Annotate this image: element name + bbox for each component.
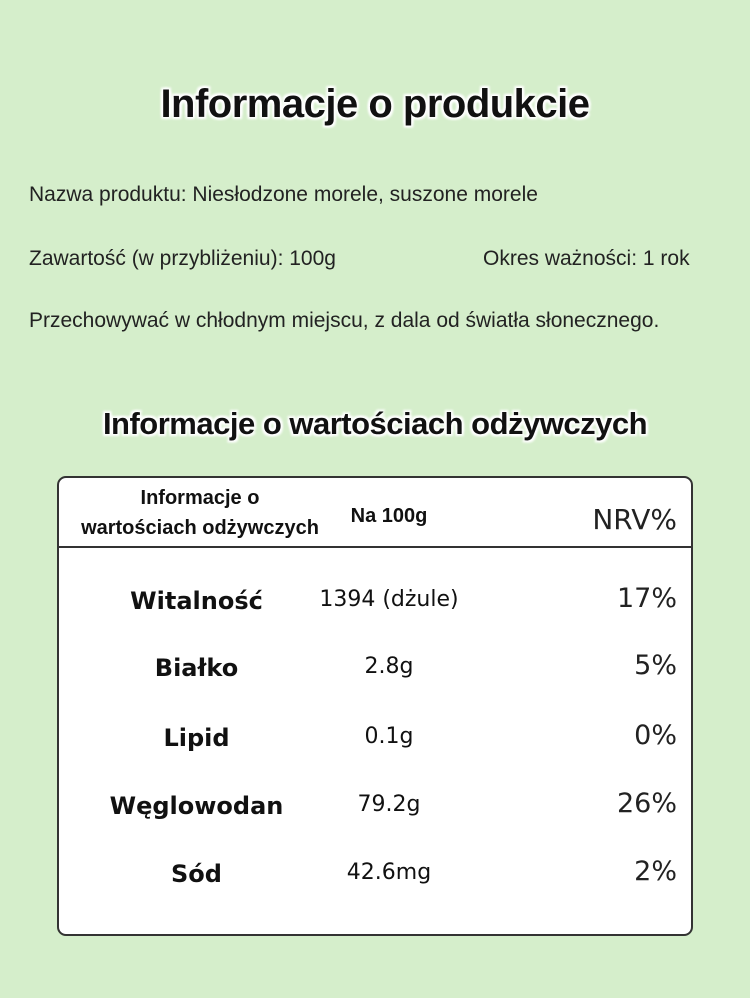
nutrient-value: 2.8g xyxy=(364,654,414,679)
nutrient-value: 1394 (dżule) xyxy=(319,587,459,612)
shelf-life-text: Okres ważności: 1 rok xyxy=(483,247,690,270)
header-line-1: Informacje o xyxy=(140,487,260,509)
storage-text: Przechowywać w chłodnym miejscu, z dala od światła słonecznego. xyxy=(29,309,660,332)
nutrient-name: Witalność xyxy=(130,587,263,615)
nutrient-name: Węglowodan xyxy=(109,792,284,820)
nutrient-name: Lipid xyxy=(163,724,230,752)
page-title: Informacje o produkcie xyxy=(160,82,590,126)
table-row xyxy=(59,848,691,908)
nutrition-table xyxy=(57,476,693,936)
header-nutrition-info xyxy=(65,483,335,543)
product-name-text: Nazwa produktu: Niesłodzone morele, suszone morele xyxy=(29,183,538,206)
nutrient-nrv: 2% xyxy=(634,856,677,887)
content-text: Zawartość (w przybliżeniu): 100g xyxy=(29,247,336,270)
nutrient-name: Sód xyxy=(171,860,222,888)
nutrient-nrv: 17% xyxy=(616,583,677,614)
header-per-100g: Na 100g xyxy=(350,505,428,527)
nutrient-nrv: 0% xyxy=(634,720,677,751)
nutrient-nrv: 5% xyxy=(634,650,677,681)
table-row xyxy=(59,642,691,702)
table-header xyxy=(59,478,691,548)
nutrient-value: 42.6mg xyxy=(346,860,432,885)
nutrition-title: Informacje o wartościach odżywczych xyxy=(102,406,648,441)
nutrient-value: 0.1g xyxy=(364,724,414,749)
nutrient-name: Białko xyxy=(154,654,239,682)
table-row xyxy=(59,575,691,635)
nutrient-value: 79.2g xyxy=(357,792,421,817)
table-row xyxy=(59,780,691,840)
header-nrv: NRV% xyxy=(592,503,677,536)
header-line-2: wartościach odżywczych xyxy=(81,517,319,539)
nutrient-nrv: 26% xyxy=(616,788,677,819)
table-row xyxy=(59,712,691,772)
